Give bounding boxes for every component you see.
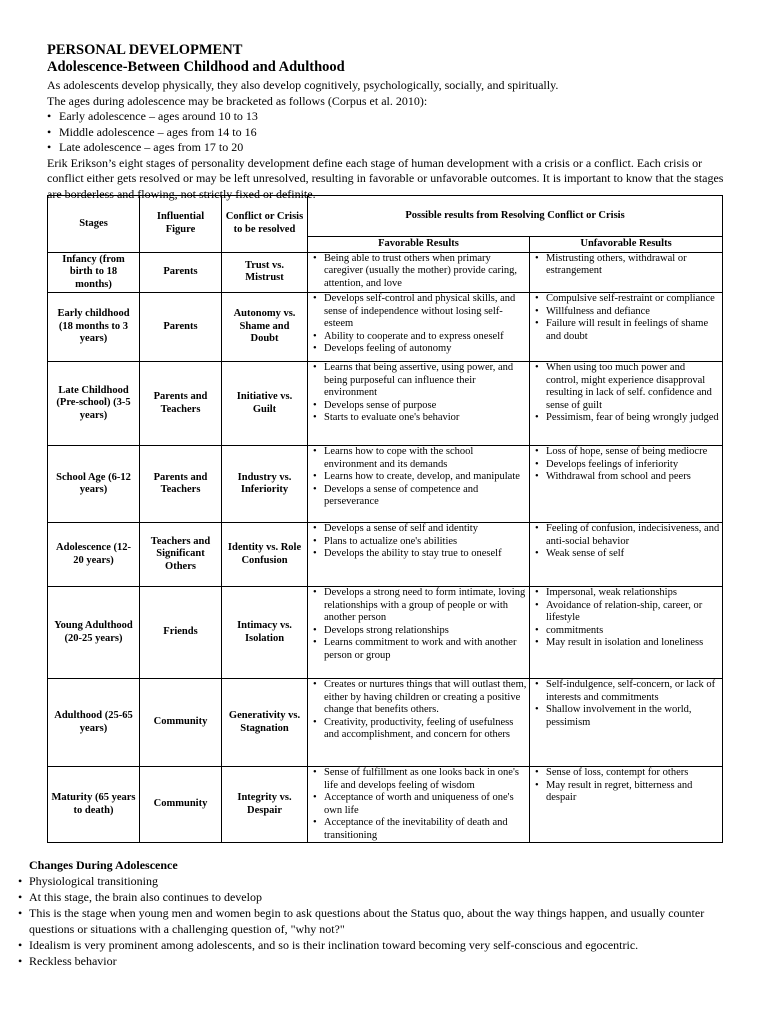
intro-paragraph-3: Erik Erikson’s eight stages of personality development define each stage of human development with a crisis or a conflict. Each crisis or conflict either gets resolved or may be left unresolved, resulting in favorable or unfavorable outcomes. It is important to know that the stages are borderless and flowing, not strictly fixed or definite. bbox=[47, 155, 724, 201]
list-item: • When using too much power and control, might experience disapproval resulting in lack of self. confidence and sense of guilt bbox=[532, 362, 720, 412]
section-heading: Changes During Adolescence bbox=[29, 858, 178, 872]
list-item: • Withdrawal from school and peers bbox=[532, 471, 720, 484]
list-item: • May result in isolation and loneliness bbox=[532, 637, 720, 650]
list-item: • Learns how to cope with the school environment and its demands bbox=[310, 446, 527, 471]
header-stages: Stages bbox=[48, 196, 140, 253]
list-item: • Reckless behavior bbox=[18, 953, 738, 969]
erikson-stages-table bbox=[47, 195, 723, 843]
unfavorable-results-cell bbox=[530, 362, 723, 446]
crisis-cell: Industry vs. Inferiority bbox=[222, 446, 308, 523]
list-item: • Failure will result in feelings of shame and doubt bbox=[532, 318, 720, 343]
list-item: • Impersonal, weak relationships bbox=[532, 587, 720, 600]
figure-cell: Friends bbox=[140, 587, 222, 679]
list-item: • Willfulness and defiance bbox=[532, 306, 720, 319]
changes-section bbox=[18, 857, 738, 969]
intro-paragraph-1: As adolescents develop physically, they also develop cognitively, psychologically, socially, and spiritually. bbox=[47, 78, 559, 92]
crisis-cell: Identity vs. Role Confusion bbox=[222, 523, 308, 587]
list-item: • Avoidance of relation-ship, career, or lifestyle bbox=[532, 600, 720, 625]
favorable-results-cell bbox=[308, 293, 530, 362]
table-row bbox=[48, 362, 723, 446]
favorable-results-list bbox=[310, 523, 527, 561]
list-item: • Weak sense of self bbox=[532, 548, 720, 561]
list-item: • Feeling of confusion, indecisiveness, and anti-social behavior bbox=[532, 523, 720, 548]
list-item: • Develops sense of purpose bbox=[310, 400, 527, 413]
list-item: • Creativity, productivity, feeling of usefulness and accomplishment, and concern for others bbox=[310, 717, 527, 742]
stage-cell: Adulthood (25-65 years) bbox=[48, 679, 140, 767]
list-item: • Idealism is very prominent among adolescents, and so is their inclination toward becoming very self-conscious and egocentric. bbox=[18, 937, 738, 953]
list-item: • Develops self-control and physical skills, and sense of independence without losing self-esteem bbox=[310, 293, 527, 331]
list-item: • commitments bbox=[532, 625, 720, 638]
unfavorable-results-list bbox=[532, 679, 720, 729]
crisis-cell: Autonomy vs. Shame and Doubt bbox=[222, 293, 308, 362]
list-item: • Compulsive self-restraint or compliance bbox=[532, 293, 720, 306]
list-item: • Learns that being assertive, using power, and being purposeful can influence their environment bbox=[310, 362, 527, 400]
age-bracket-list bbox=[47, 109, 727, 156]
favorable-results-list bbox=[310, 253, 527, 291]
list-item: • Mistrusting others, withdrawal or estrangement bbox=[532, 253, 720, 278]
stage-cell: Young Adulthood (20-25 years) bbox=[48, 587, 140, 679]
unfavorable-results-cell bbox=[530, 587, 723, 679]
list-item: • May result in regret, bitterness and despair bbox=[532, 780, 720, 805]
page-title: PERSONAL DEVELOPMENT bbox=[47, 42, 243, 58]
unfavorable-results-cell bbox=[530, 293, 723, 362]
list-item: • Develops a sense of self and identity bbox=[310, 523, 527, 536]
unfavorable-results-list bbox=[532, 587, 720, 650]
favorable-results-cell bbox=[308, 587, 530, 679]
figure-cell: Parents and Teachers bbox=[140, 362, 222, 446]
favorable-results-list bbox=[310, 679, 527, 742]
crisis-cell: Integrity vs. Despair bbox=[222, 767, 308, 843]
list-item: • Being able to trust others when primary caregiver (usually the mother) provide caring, attention, and love bbox=[310, 253, 527, 291]
list-item: • Physiological transitioning bbox=[18, 873, 738, 889]
list-item: • Develops strong relationships bbox=[310, 625, 527, 638]
list-item: • Middle adolescence – ages from 14 to 16 bbox=[47, 125, 727, 141]
intro-paragraph-2: The ages during adolescence may be bracketed as follows (Corpus et al. 2010): bbox=[47, 93, 428, 108]
unfavorable-results-cell bbox=[530, 679, 723, 767]
list-item: • Shallow involvement in the world, pessimism bbox=[532, 704, 720, 729]
list-item: • Acceptance of worth and uniqueness of one's own life bbox=[310, 792, 527, 817]
list-item: • Self-indulgence, self-concern, or lack of interests and commitments bbox=[532, 679, 720, 704]
stage-cell: Late Childhood (Pre-school) (3-5 years) bbox=[48, 362, 140, 446]
header-favorable: Favorable Results bbox=[308, 237, 530, 253]
list-item: • At this stage, the brain also continues to develop bbox=[18, 889, 738, 905]
list-item: • Learns how to create, develop, and manipulate bbox=[310, 471, 527, 484]
list-item: • Develops feelings of inferiority bbox=[532, 459, 720, 472]
favorable-results-list bbox=[310, 587, 527, 662]
list-item: • Sense of fulfillment as one looks back in one's life and develops feeling of wisdom bbox=[310, 767, 527, 792]
table-row bbox=[48, 293, 723, 362]
figure-cell: Parents and Teachers bbox=[140, 446, 222, 523]
intro-section bbox=[47, 78, 727, 202]
stage-cell: Infancy (from birth to 18 months) bbox=[48, 252, 140, 293]
unfavorable-results-list bbox=[532, 293, 720, 343]
list-item: • Ability to cooperate and to express oneself bbox=[310, 331, 527, 344]
favorable-results-list bbox=[310, 767, 527, 842]
list-item: • Develops the ability to stay true to oneself bbox=[310, 548, 527, 561]
unfavorable-results-list bbox=[532, 362, 720, 425]
unfavorable-results-cell bbox=[530, 523, 723, 587]
stage-cell: Adolescence (12-20 years) bbox=[48, 523, 140, 587]
unfavorable-results-cell bbox=[530, 252, 723, 293]
figure-cell: Community bbox=[140, 679, 222, 767]
unfavorable-results-list bbox=[532, 523, 720, 561]
favorable-results-cell bbox=[308, 523, 530, 587]
figure-cell: Community bbox=[140, 767, 222, 843]
stage-cell: Early childhood (18 months to 3 years) bbox=[48, 293, 140, 362]
unfavorable-results-list bbox=[532, 446, 720, 484]
changes-list bbox=[18, 873, 738, 969]
list-item: • Develops a strong need to form intimate, loving relationships with a group of people or with another person bbox=[310, 587, 527, 625]
header-conflict: Conflict or Crisis to be resolved bbox=[222, 196, 308, 253]
figure-cell: Parents bbox=[140, 293, 222, 362]
crisis-cell: Trust vs. Mistrust bbox=[222, 252, 308, 293]
unfavorable-results-cell bbox=[530, 767, 723, 843]
crisis-cell: Initiative vs. Guilt bbox=[222, 362, 308, 446]
favorable-results-list bbox=[310, 362, 527, 425]
list-item: • Plans to actualize one's abilities bbox=[310, 536, 527, 549]
stage-cell: Maturity (65 years to death) bbox=[48, 767, 140, 843]
list-item: • Creates or nurtures things that will outlast them, either by having children or creating a positive change that benefits others. bbox=[310, 679, 527, 717]
table-header-row bbox=[48, 196, 723, 237]
list-item: • Early adolescence – ages around 10 to 13 bbox=[47, 109, 727, 125]
stage-cell: School Age (6-12 years) bbox=[48, 446, 140, 523]
unfavorable-results-list bbox=[532, 767, 720, 805]
table-row bbox=[48, 767, 723, 843]
unfavorable-results-list bbox=[532, 253, 720, 278]
list-item: • Pessimism, fear of being wrongly judged bbox=[532, 412, 720, 425]
table-row bbox=[48, 587, 723, 679]
list-item: • Develops a sense of competence and perseverance bbox=[310, 484, 527, 509]
favorable-results-cell bbox=[308, 252, 530, 293]
list-item: • Acceptance of the inevitability of death and transitioning bbox=[310, 817, 527, 842]
header-unfavorable: Unfavorable Results bbox=[530, 237, 723, 253]
crisis-cell: Intimacy vs. Isolation bbox=[222, 587, 308, 679]
favorable-results-list bbox=[310, 446, 527, 509]
list-item: • Learns commitment to work and with another person or group bbox=[310, 637, 527, 662]
table-row bbox=[48, 252, 723, 293]
table-row bbox=[48, 446, 723, 523]
page-subtitle: Adolescence-Between Childhood and Adulthood bbox=[47, 59, 345, 75]
list-item: • Develops feeling of autonomy bbox=[310, 343, 527, 356]
unfavorable-results-cell bbox=[530, 446, 723, 523]
figure-cell: Parents bbox=[140, 252, 222, 293]
favorable-results-cell bbox=[308, 446, 530, 523]
header-possible-results: Possible results from Resolving Conflict or Crisis bbox=[308, 196, 723, 237]
list-item: • Loss of hope, sense of being mediocre bbox=[532, 446, 720, 459]
favorable-results-list bbox=[310, 293, 527, 356]
list-item: • This is the stage when young men and women begin to ask questions about the Status quo, about the way things happen, and usually counter questions or situations with a challenging question of, "why not?" bbox=[18, 905, 738, 937]
table-row bbox=[48, 679, 723, 767]
figure-cell: Teachers and Significant Others bbox=[140, 523, 222, 587]
list-item: • Late adolescence – ages from 17 to 20 bbox=[47, 140, 727, 156]
list-item: • Starts to evaluate one's behavior bbox=[310, 412, 527, 425]
table-row bbox=[48, 523, 723, 587]
list-item: • Sense of loss, contempt for others bbox=[532, 767, 720, 780]
favorable-results-cell bbox=[308, 679, 530, 767]
favorable-results-cell bbox=[308, 767, 530, 843]
header-influential-figure: Influential Figure bbox=[140, 196, 222, 253]
crisis-cell: Generativity vs. Stagnation bbox=[222, 679, 308, 767]
favorable-results-cell bbox=[308, 362, 530, 446]
